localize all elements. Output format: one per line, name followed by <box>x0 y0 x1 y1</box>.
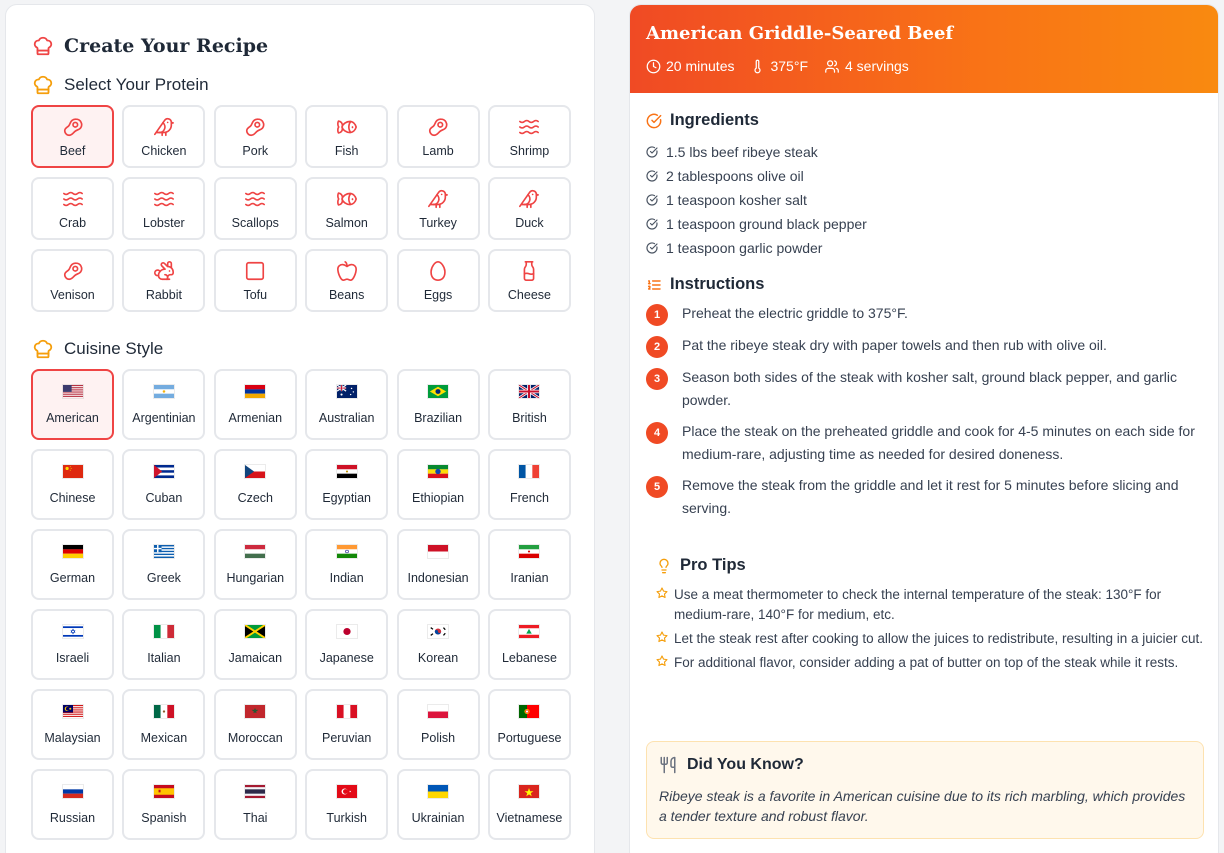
protein-option-rabbit[interactable] <box>122 249 205 312</box>
british-flag-icon <box>518 384 540 399</box>
square-icon <box>244 260 266 282</box>
thai-flag-icon <box>244 784 266 799</box>
list-ordered-icon <box>646 277 662 293</box>
thermometer-icon <box>750 59 765 74</box>
cuisine-option-brazilian[interactable] <box>397 369 480 440</box>
check-circle-icon <box>646 218 658 230</box>
milk-icon <box>518 260 540 282</box>
tips-heading-row <box>656 556 1204 575</box>
cuisine-option-cuban[interactable] <box>122 449 205 520</box>
malaysian-flag-icon <box>62 704 84 719</box>
cuisine-option-polish[interactable] <box>397 689 480 760</box>
servings-value: 4 servings <box>845 58 909 74</box>
protein-label: Salmon <box>325 215 368 230</box>
cuisine-option-iranian[interactable] <box>488 529 571 600</box>
cuisine-option-korean[interactable] <box>397 609 480 680</box>
cuisine-option-japanese[interactable] <box>305 609 388 680</box>
cuisine-label: Malaysian <box>44 731 101 745</box>
protein-label: Lobster <box>143 215 185 230</box>
recipe-card <box>629 4 1219 853</box>
step-number-badge: 3 <box>646 368 668 390</box>
cuisine-label: Moroccan <box>227 731 283 745</box>
cuisine-label: Portuguese <box>497 731 562 745</box>
moroccan-flag-icon <box>244 704 266 719</box>
protein-label: Scallops <box>231 215 279 230</box>
cuisine-label: Thai <box>243 811 268 825</box>
check-circle-icon <box>646 194 658 206</box>
instructions-list <box>646 302 1206 520</box>
protein-label: Beans <box>328 287 365 302</box>
ingredient-item <box>646 212 1206 236</box>
steak-icon <box>244 116 266 138</box>
cuisine-label: Hungarian <box>226 571 285 585</box>
step-number-badge: 1 <box>646 304 668 326</box>
tips-section <box>656 556 1204 677</box>
tip-item <box>656 629 1204 649</box>
cuisine-option-australian[interactable] <box>305 369 388 440</box>
steak-icon <box>62 116 84 138</box>
instruction-step <box>646 302 1206 326</box>
chef-hat-icon <box>32 35 54 57</box>
cuisine-option-spanish[interactable] <box>122 769 205 840</box>
time-value: 20 minutes <box>666 58 735 74</box>
instruction-step <box>646 474 1206 520</box>
peruvian-flag-icon <box>336 704 358 719</box>
japanese-flag-icon <box>336 624 358 639</box>
cuisine-label: Korean <box>417 651 459 665</box>
cuisine-label: Cuban <box>145 491 183 505</box>
egg-icon <box>427 260 449 282</box>
armenian-flag-icon <box>244 384 266 399</box>
ingredient-text: 1 teaspoon garlic powder <box>666 240 823 256</box>
instructions-heading: Instructions <box>670 275 765 293</box>
tips-list <box>656 585 1204 673</box>
step-number-badge: 4 <box>646 422 668 444</box>
french-flag-icon <box>518 464 540 479</box>
rabbit-icon <box>153 260 175 282</box>
cuisine-option-vietnamese[interactable] <box>488 769 571 840</box>
cuisine-option-mexican[interactable] <box>122 689 205 760</box>
bird-icon <box>153 116 175 138</box>
ingredient-item <box>646 236 1206 260</box>
cuisine-label: Polish <box>421 731 456 745</box>
ingredient-text: 1 teaspoon ground black pepper <box>666 216 867 232</box>
bird-icon <box>427 188 449 210</box>
step-number-badge: 2 <box>646 336 668 358</box>
spanish-flag-icon <box>153 784 175 799</box>
cuisine-label: Brazilian <box>414 411 463 425</box>
cuisine-label: Indian <box>329 571 364 585</box>
indian-flag-icon <box>336 544 358 559</box>
chef-hat-icon <box>32 338 54 360</box>
portuguese-flag-icon <box>518 704 540 719</box>
turkish-flag-icon <box>336 784 358 799</box>
israeli-flag-icon <box>62 624 84 639</box>
users-icon <box>824 59 840 74</box>
cuisine-option-thai[interactable] <box>214 769 297 840</box>
cuisine-label: French <box>510 491 549 505</box>
waves-icon <box>518 116 540 138</box>
protein-option-tofu[interactable] <box>214 249 297 312</box>
apple-icon <box>336 260 358 282</box>
ingredient-text: 1 teaspoon kosher salt <box>666 192 807 208</box>
did-you-know-text: Ribeye steak is a favorite in American cuisine due to its rich marbling, which provides a tender texture and robust flavor. <box>659 788 1186 824</box>
ethiopian-flag-icon <box>427 464 449 479</box>
protein-option-chicken[interactable] <box>122 105 205 168</box>
greek-flag-icon <box>153 544 175 559</box>
waves-icon <box>244 188 266 210</box>
cuisine-label: Ethiopian <box>412 491 465 505</box>
cuisine-option-lebanese[interactable] <box>488 609 571 680</box>
cuisine-label: Jamaican <box>228 651 283 665</box>
cuisine-label: Indonesian <box>407 571 469 585</box>
protein-option-fish[interactable] <box>305 105 388 168</box>
protein-heading-row <box>32 74 209 96</box>
cuisine-option-italian[interactable] <box>122 609 205 680</box>
protein-label: Shrimp <box>509 143 550 158</box>
cuisine-option-greek[interactable] <box>122 529 205 600</box>
protein-option-lamb[interactable] <box>397 105 480 168</box>
australian-flag-icon <box>336 384 358 399</box>
egyptian-flag-icon <box>336 464 358 479</box>
tip-text: Let the steak rest after cooking to allow the juices to redistribute, resulting in a juicier cut. <box>674 631 1204 646</box>
ingredient-item <box>646 188 1206 212</box>
did-you-know-heading-row <box>659 756 1191 774</box>
check-circle-icon <box>646 170 658 182</box>
step-text: Remove the steak from the griddle and let it rest for 5 minutes before slicing and serving. <box>682 477 1179 516</box>
protein-label: Venison <box>50 287 95 302</box>
iranian-flag-icon <box>518 544 540 559</box>
cuisine-option-turkish[interactable] <box>305 769 388 840</box>
check-circle-icon <box>646 242 658 254</box>
servings-meta <box>824 58 909 74</box>
american-flag-icon <box>62 384 84 399</box>
bird-icon <box>518 188 540 210</box>
cuisine-label: Australian <box>318 411 375 425</box>
protein-option-beans[interactable] <box>305 249 388 312</box>
cuisine-label: Russian <box>49 811 96 825</box>
cuisine-label: Armenian <box>228 411 283 425</box>
polish-flag-icon <box>427 704 449 719</box>
cuisine-option-portuguese[interactable] <box>488 689 571 760</box>
protein-label: Fish <box>334 143 359 158</box>
chinese-flag-icon <box>62 464 84 479</box>
protein-option-pork[interactable] <box>214 105 297 168</box>
cuisine-option-russian[interactable] <box>31 769 114 840</box>
tip-text: For additional flavor, consider adding a pat of butter on top of the steak while it rests. <box>674 655 1179 670</box>
cuisine-label: British <box>512 411 547 425</box>
step-text: Preheat the electric griddle to 375°F. <box>682 305 908 321</box>
ukrainian-flag-icon <box>427 784 449 799</box>
german-flag-icon <box>62 544 84 559</box>
did-you-know-box <box>646 741 1204 839</box>
hungarian-flag-icon <box>244 544 266 559</box>
builder-title: Create Your Recipe <box>64 35 269 57</box>
fish-icon <box>336 116 358 138</box>
cuisine-option-peruvian[interactable] <box>305 689 388 760</box>
cuisine-option-egyptian[interactable] <box>305 449 388 520</box>
protein-label: Cheese <box>507 287 551 302</box>
protein-option-beef[interactable] <box>31 105 114 168</box>
cuisine-option-french[interactable] <box>488 449 571 520</box>
protein-label: Rabbit <box>145 287 182 302</box>
protein-option-scallops[interactable] <box>214 177 297 240</box>
recipe-title: American Griddle-Seared Beef <box>646 23 954 44</box>
fish-icon <box>336 188 358 210</box>
protein-option-venison[interactable] <box>31 249 114 312</box>
time-meta <box>646 58 734 74</box>
cuisine-option-czech[interactable] <box>214 449 297 520</box>
utensils-icon <box>659 756 677 774</box>
cuisine-label: Japanese <box>319 651 374 665</box>
cuisine-option-argentinian[interactable] <box>122 369 205 440</box>
cuisine-option-chinese[interactable] <box>31 449 114 520</box>
cuisine-label: Iranian <box>510 571 549 585</box>
protein-label: Beef <box>59 143 86 158</box>
ingredient-text: 1.5 lbs beef ribeye steak <box>666 144 818 160</box>
cuisine-heading-row <box>32 338 163 360</box>
instruction-step <box>646 366 1206 412</box>
cuisine-option-moroccan[interactable] <box>214 689 297 760</box>
cuisine-option-jamaican[interactable] <box>214 609 297 680</box>
did-you-know-heading: Did You Know? <box>687 756 804 773</box>
step-text: Place the steak on the preheated griddle and cook for 4-5 minutes on each side for medium-rare, adjusting time as needed for desired doneness. <box>682 423 1195 462</box>
protein-label: Crab <box>58 215 87 230</box>
cuisine-option-israeli[interactable] <box>31 609 114 680</box>
cuisine-option-indonesian[interactable] <box>397 529 480 600</box>
protein-option-shrimp[interactable] <box>488 105 571 168</box>
protein-option-cheese[interactable] <box>488 249 571 312</box>
star-icon <box>656 655 668 667</box>
instruction-step <box>646 420 1206 466</box>
cuisine-label: Vietnamese <box>496 811 563 825</box>
brazilian-flag-icon <box>427 384 449 399</box>
cuisine-label: German <box>49 571 96 585</box>
ingredient-item <box>646 140 1206 164</box>
cuisine-label: Mexican <box>140 731 188 745</box>
cuisine-label: Chinese <box>49 491 96 505</box>
recipe-builder-panel <box>5 4 595 853</box>
protein-label: Duck <box>515 215 544 230</box>
ingredients-list <box>646 140 1206 260</box>
cuisine-option-ethiopian[interactable] <box>397 449 480 520</box>
waves-icon <box>153 188 175 210</box>
temperature-value: 375°F <box>770 58 808 74</box>
indonesian-flag-icon <box>427 544 449 559</box>
instructions-heading-row <box>646 275 1206 294</box>
protein-option-lobster[interactable] <box>122 177 205 240</box>
clock-icon <box>646 59 661 74</box>
ingredient-text: 2 tablespoons olive oil <box>666 168 804 184</box>
temperature-meta <box>750 58 808 74</box>
ingredients-heading: Ingredients <box>670 111 759 129</box>
recipe-header <box>630 5 1218 93</box>
cuisine-label: Czech <box>237 491 273 505</box>
cuisine-option-hungarian[interactable] <box>214 529 297 600</box>
cuisine-label: Lebanese <box>501 651 557 665</box>
cuisine-label: Egyptian <box>322 491 371 505</box>
protein-grid <box>31 105 571 321</box>
star-icon <box>656 631 668 643</box>
cuisine-grid <box>31 369 571 849</box>
protein-label: Tofu <box>243 287 268 302</box>
protein-label: Eggs <box>423 287 453 302</box>
star-icon <box>656 587 668 599</box>
cuisine-heading: Cuisine Style <box>64 339 164 358</box>
ingredient-item <box>646 164 1206 188</box>
cuisine-label: Peruvian <box>322 731 372 745</box>
instructions-section <box>646 275 1206 528</box>
step-text: Season both sides of the steak with kosher salt, ground black pepper, and garlic powder. <box>682 369 1177 408</box>
lightbulb-icon <box>656 558 672 574</box>
protein-heading: Select Your Protein <box>64 75 209 94</box>
protein-label: Lamb <box>422 143 454 158</box>
cuisine-label: Greek <box>146 571 181 585</box>
protein-option-turkey[interactable] <box>397 177 480 240</box>
waves-icon <box>62 188 84 210</box>
check-circle-icon <box>646 113 662 129</box>
cuisine-label: American <box>46 411 99 425</box>
cuisine-label: Ukrainian <box>411 811 465 825</box>
korean-flag-icon <box>427 624 449 639</box>
argentinian-flag-icon <box>153 384 175 399</box>
mexican-flag-icon <box>153 704 175 719</box>
cuisine-option-armenian[interactable] <box>214 369 297 440</box>
tips-heading: Pro Tips <box>680 556 746 574</box>
russian-flag-icon <box>62 784 84 799</box>
protein-option-duck[interactable] <box>488 177 571 240</box>
cuisine-label: Israeli <box>55 651 90 665</box>
step-text: Pat the ribeye steak dry with paper towels and then rub with olive oil. <box>682 337 1107 353</box>
cuisine-option-german[interactable] <box>31 529 114 600</box>
steak-icon <box>62 260 84 282</box>
protein-label: Pork <box>242 143 269 158</box>
recipe-meta <box>646 58 1202 74</box>
tip-item <box>656 653 1204 673</box>
cuban-flag-icon <box>153 464 175 479</box>
protein-label: Turkey <box>419 215 457 230</box>
cuisine-label: Spanish <box>141 811 187 825</box>
chef-hat-icon <box>32 74 54 96</box>
cuisine-option-indian[interactable] <box>305 529 388 600</box>
vietnamese-flag-icon <box>518 784 540 799</box>
cuisine-option-british[interactable] <box>488 369 571 440</box>
cuisine-option-ukrainian[interactable] <box>397 769 480 840</box>
cuisine-label: Argentinian <box>132 411 196 425</box>
lebanese-flag-icon <box>518 624 540 639</box>
cuisine-option-malaysian[interactable] <box>31 689 114 760</box>
builder-title-row <box>32 35 268 57</box>
cuisine-label: Turkish <box>326 811 367 825</box>
czech-flag-icon <box>244 464 266 479</box>
cuisine-label: Italian <box>147 651 181 665</box>
jamaican-flag-icon <box>244 624 266 639</box>
italian-flag-icon <box>153 624 175 639</box>
ingredients-heading-row <box>646 111 1206 130</box>
tip-item <box>656 585 1204 625</box>
ingredients-section <box>646 111 1206 260</box>
protein-label: Chicken <box>141 143 187 158</box>
instruction-step <box>646 334 1206 358</box>
tip-text: Use a meat thermometer to check the internal temperature of the steak: 130°F for medium-rare, 140°F for medium, etc. <box>674 587 1162 622</box>
check-circle-icon <box>646 146 658 158</box>
step-number-badge: 5 <box>646 476 668 498</box>
protein-option-salmon[interactable] <box>305 177 388 240</box>
protein-option-crab[interactable] <box>31 177 114 240</box>
steak-icon <box>427 116 449 138</box>
protein-option-eggs[interactable] <box>397 249 480 312</box>
cuisine-option-american[interactable] <box>31 369 114 440</box>
